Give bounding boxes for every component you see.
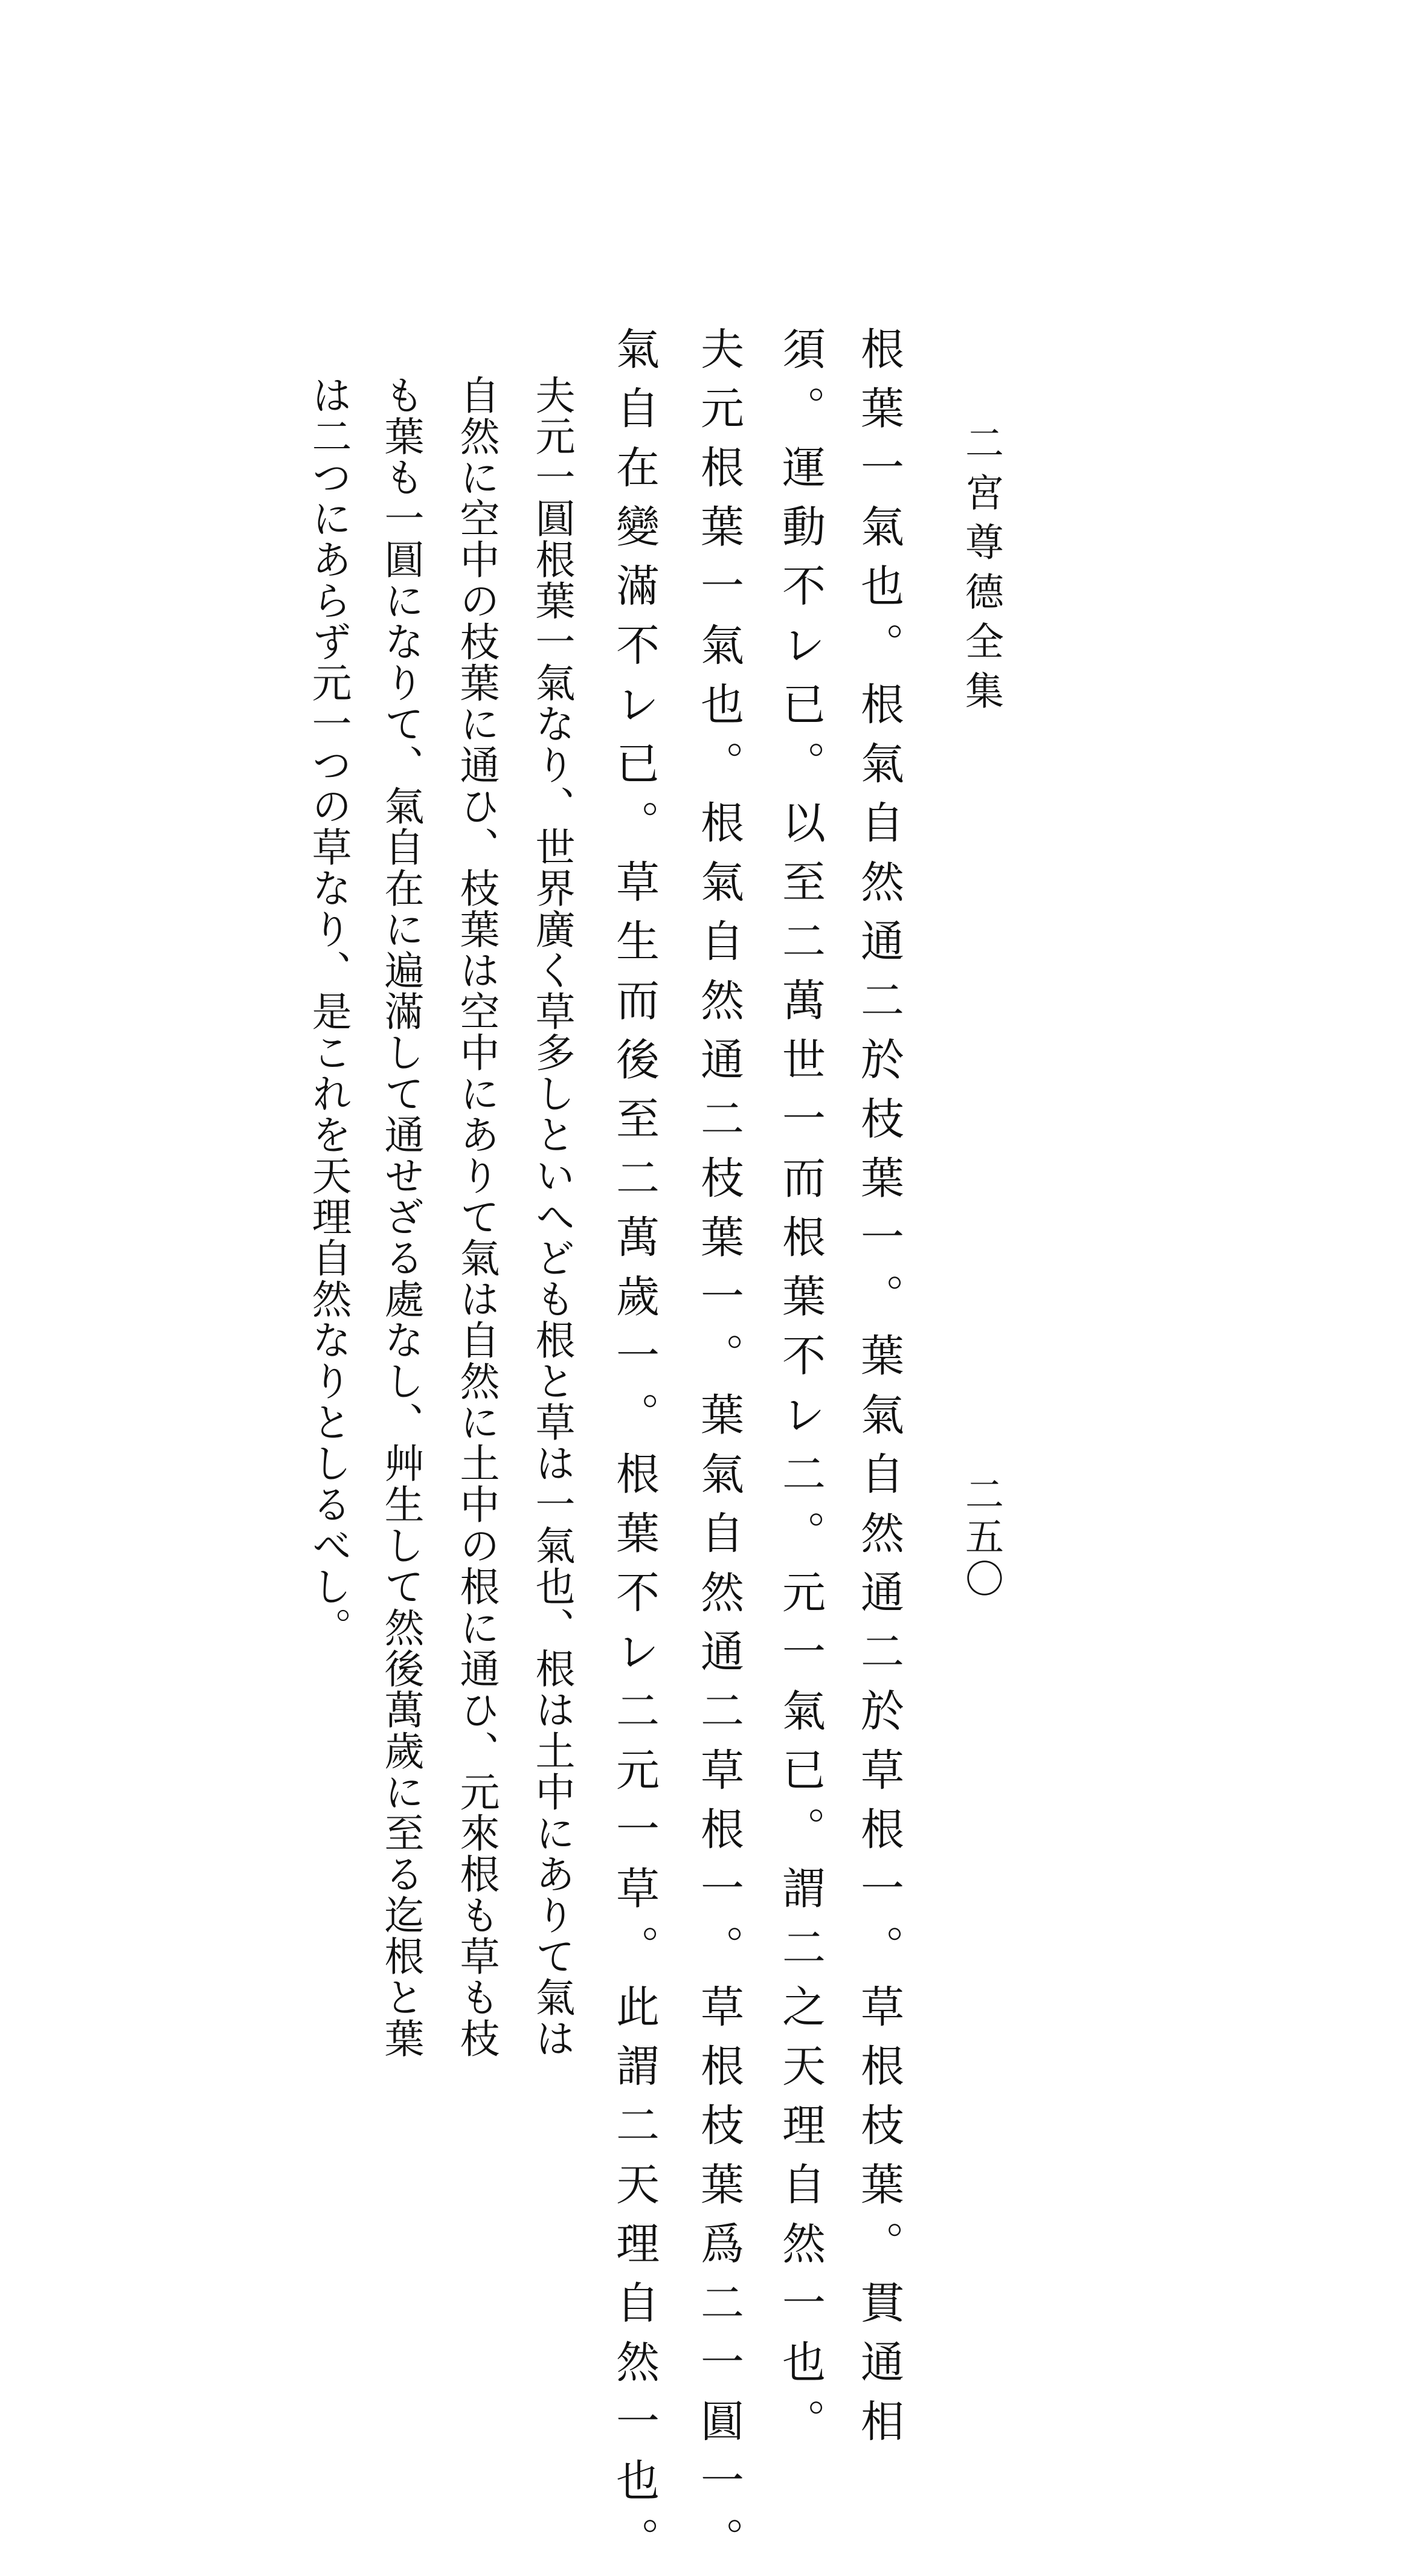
page-number: 二五〇 [959, 1474, 1003, 1601]
running-header-title: 二宮尊德全集 [959, 423, 1003, 720]
kanbun-line-2: 須。運動不レ已。以至二萬世一而根葉不レ二。元一氣已。謂二之天理自然一也。 [775, 326, 826, 2458]
commentary-line-4: は二つにあらず元一つの草なり、是これを天理自然なりとしるべし。 [305, 375, 352, 1648]
kanbun-line-4: 氣自在變滿不レ已。草生而後至二萬歲一。根葉不レ二元一草。此謂二天理自然一也。 [609, 326, 660, 2576]
commentary-line-3: も葉も一圓になりて、氣自在に遍滿して通せざる處なし、艸生して然後萬歲に至る迄根と葉 [378, 375, 424, 2059]
commentary-line-2: 自然に空中の枝葉に通ひ、枝葉は空中にありて氣は自然に土中の根に通ひ、元來根も草も枝 [453, 375, 500, 2059]
kanbun-line-1: 根葉一氣也。根氣自然通二於枝葉一。葉氣自然通二於草根一。草根枝葉。貫通相 [853, 326, 904, 2458]
commentary-line-1: 夫元一圓根葉一氣なり、世界廣く草多しといへども根と草は一氣也、根は土中にありて氣は [529, 375, 575, 2059]
kanbun-line-3: 夫元根葉一氣也。根氣自然通二枝葉一。葉氣自然通二草根一。草根枝葉爲二一圓一。 [693, 326, 744, 2576]
